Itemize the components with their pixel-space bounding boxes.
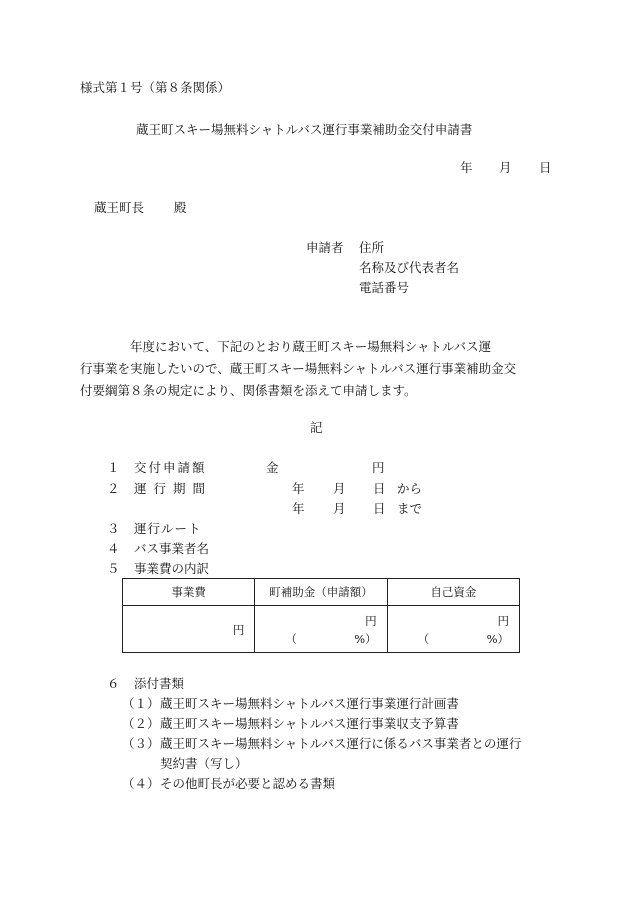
percent-close: %） [486, 632, 509, 646]
period-start-day-label: 日 [373, 481, 386, 496]
attachment-number: （３） [122, 736, 160, 751]
ki-heading: 記 [310, 420, 323, 435]
item-number: ５ [107, 561, 120, 576]
item-number: ４ [107, 541, 120, 556]
item-kin-label: 金 [266, 460, 279, 475]
header-own-funds: 自己資金 [387, 579, 519, 606]
attachment-text: その他町長が必要と認める書類 [160, 776, 336, 791]
period-until-label: まで [397, 501, 423, 516]
document-title: 蔵王町スキー場無料シャトルバス運行事業補助金交付申請書 [136, 122, 473, 137]
body-line-2: 行事業を実施したいので、蔵王町スキー場無料シャトルバス運行事業補助金交 [80, 361, 517, 376]
period-end-month-label: 月 [333, 501, 346, 516]
addressee-honorific: 殿 [174, 200, 187, 215]
date-year-label: 年 [460, 160, 473, 175]
header-town-subsidy: 町補助金（申請額） [255, 579, 387, 606]
body-line-3: 付要綱第８条の規定により、関係書類を添えて申請します。 [80, 383, 417, 398]
period-start-month-label: 月 [333, 481, 346, 496]
attachment-text: 蔵王町スキー場無料シャトルバス運行に係るバス事業者との運行 [160, 736, 522, 751]
header-project-cost: 事業費 [123, 579, 255, 606]
applicant-label: 申請者 [306, 240, 344, 255]
item-label-cost-breakdown: 事業費の内訳 [134, 561, 210, 576]
paren-open: （ [417, 632, 430, 646]
attachment-text: 蔵王町スキー場無料シャトルバス運行事業収支予算書 [160, 716, 459, 731]
yen-unit: 円 [365, 614, 377, 628]
yen-unit: 円 [497, 614, 509, 628]
paren-open: （ [285, 632, 297, 646]
attachment-text-continued: 契約書（写し） [160, 756, 248, 771]
attachment-text: 蔵王町スキー場無料シャトルバス運行事業運行計画書 [160, 696, 459, 711]
date-day-label: 日 [539, 160, 552, 175]
item-label-grant-amount: 交付申請額 [134, 460, 207, 475]
cell-own-funds [387, 606, 519, 653]
cell-town-subsidy [255, 606, 387, 653]
percent-close: %） [354, 632, 377, 646]
applicant-phone-label: 電話番号 [359, 280, 410, 295]
table-row [123, 606, 520, 653]
body-line-1: 年度において、下記のとおり蔵王町スキー場無料シャトルバス運 [80, 339, 492, 354]
cell-project-cost [123, 606, 255, 653]
date-month-label: 月 [499, 160, 512, 175]
applicant-address-label: 住所 [359, 240, 385, 255]
attachment-number: （４） [122, 776, 160, 791]
addressee-name: 蔵王町長 [94, 200, 145, 215]
cost-breakdown-table [122, 578, 520, 653]
period-from-label: から [397, 481, 423, 496]
item-number: ２ [107, 481, 120, 496]
item-label-operation-period: 運行期間 [134, 481, 213, 496]
item-number: ３ [107, 521, 120, 536]
period-end-year-label: 年 [292, 501, 305, 516]
item-yen-label: 円 [372, 460, 385, 475]
table-header-row [123, 579, 520, 606]
yen-unit: 円 [232, 623, 245, 637]
item-label-route: 運行ルート [134, 521, 202, 536]
form-number: 様式第１号（第８条関係） [80, 80, 231, 95]
applicant-name-label: 名称及び代表者名 [359, 260, 460, 275]
item-label-bus-operator: バス事業者名 [134, 541, 210, 556]
item-number: １ [107, 460, 120, 475]
period-start-year-label: 年 [292, 481, 305, 496]
period-end-day-label: 日 [373, 501, 386, 516]
item-number: ６ [107, 676, 120, 691]
attachment-number: （２） [122, 716, 160, 731]
attachments-label: 添付書類 [134, 676, 185, 691]
attachment-number: （１） [122, 696, 160, 711]
